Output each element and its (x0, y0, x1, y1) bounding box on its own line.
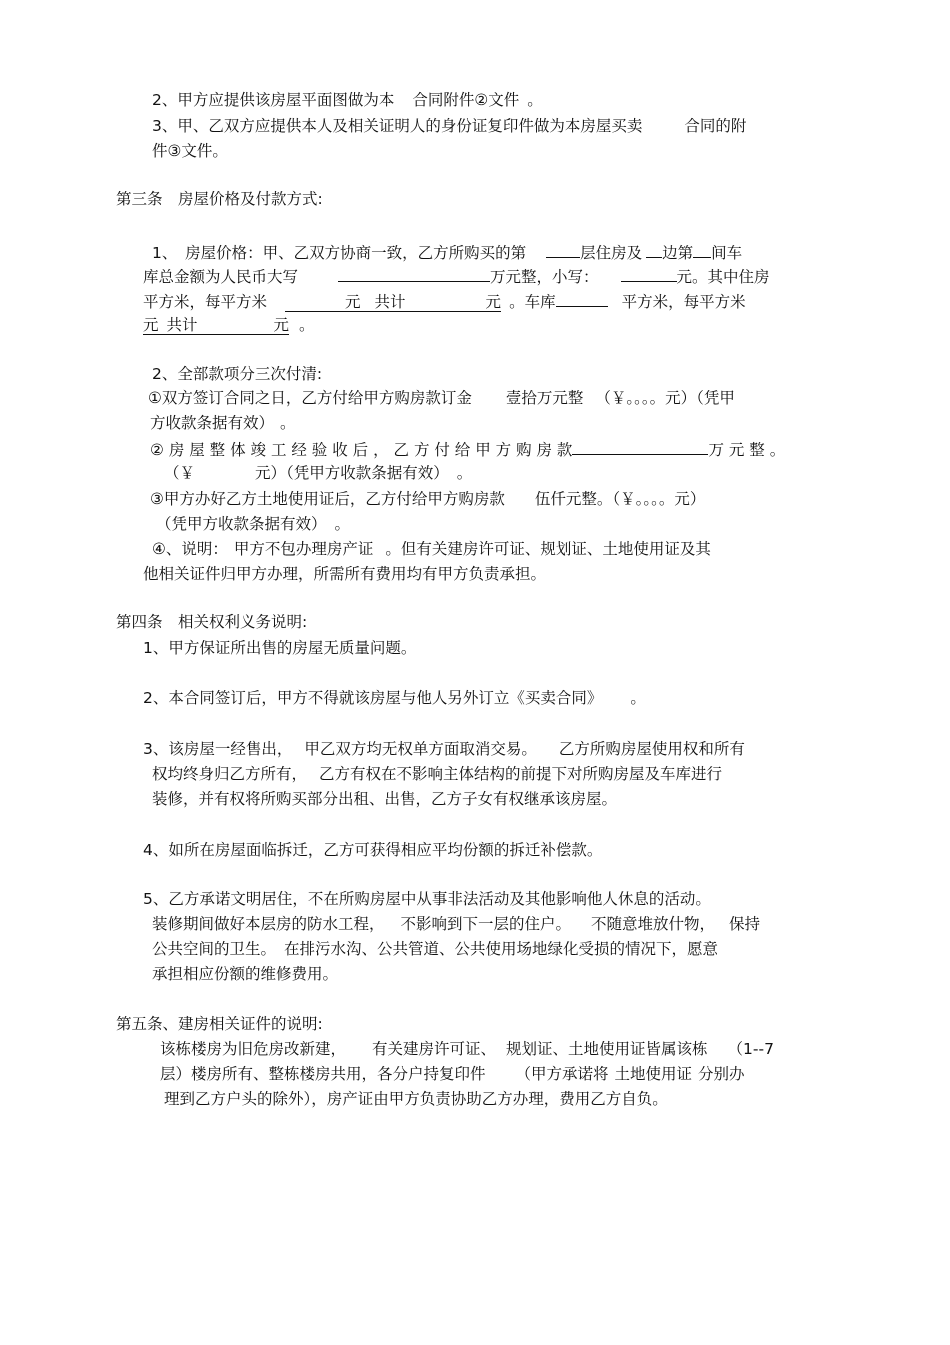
rights-item-3-line-3: 装修，并有权将所购买部分出租、出售，乙方子女有权继承该房屋。 (152, 790, 618, 808)
section-3-heading: 第三条 房屋价格及付款方式: (116, 190, 323, 208)
payment-2-amount-blank (572, 436, 708, 455)
payment-2-line-1: ② 房 屋 整 体 竣 工 经 验 收 后 ， 乙 方 付 给 甲 方 购 房 款 万 元 整 。 (150, 436, 785, 462)
clause-2-item-3-line-2: 件③文件。 (152, 142, 228, 160)
note-line-2: 他相关证件归甲方办理，所需所有费用均有甲方负责承担。 (143, 565, 547, 583)
rights-item-5-line-4: 承担相应份额的维修费用。 (152, 965, 339, 983)
payment-title: 2、全部款项分三次付清: (152, 365, 323, 383)
clause-2-item-2: 2、甲方应提供该房屋平面图做为本 合同附件②文件 。 (152, 91, 543, 109)
garage-number-blank (693, 239, 711, 258)
rights-item-3-line-1: 3、该房屋一经售出， 甲乙双方均无权单方面取消交易。 乙方所购房屋使用权和所有 (143, 740, 745, 758)
payment-2-line-2: （￥ 元）（凭甲方收款条据有效） 。 (164, 464, 473, 482)
payment-1-line-2: 方收款条据有效） 。 (150, 414, 296, 432)
clause-2-item-3-line-1: 3、甲、乙双方应提供本人及相关证明人的身份证复印件做为本房屋买卖 合同的附 (152, 117, 747, 135)
section-5-heading: 第五条、建房相关证件的说明: (116, 1015, 323, 1033)
rights-item-1: 1、甲方保证所出售的房屋无质量问题。 (143, 639, 417, 657)
price-line-4: 元 共计 元 。 (143, 316, 315, 334)
price-line-1: 1、 房屋价格：甲、乙双方协商一致，乙方所购买的第 层住房及 边第 间车 (152, 239, 742, 265)
unit-price-total-underlined: 元 共计 元 (285, 293, 501, 312)
payment-3-line-2: （凭甲方收款条据有效） 。 (156, 515, 351, 533)
rights-item-2: 2、本合同签订后，甲方不得就该房屋与他人另外订立《买卖合同》 。 (143, 689, 646, 707)
rights-item-5-line-1: 5、乙方承诺文明居住，不在所购房屋中从事非法活动及其他影响他人休息的活动。 (143, 890, 711, 908)
section-4-heading: 第四条 相关权利义务说明: (116, 613, 308, 631)
rights-item-4: 4、如所在房屋面临拆迁，乙方可获得相应平均份额的拆迁补偿款。 (143, 841, 603, 859)
floor-blank (546, 239, 580, 258)
note-line-1: ④、说明： 甲方不包办理房产证 。但有关建房许可证、规划证、土地使用证及其 (152, 540, 711, 558)
rights-item-3-line-2: 权均终身归乙方所有， 乙方有权在不影响主体结构的前提下对所购房屋及车库进行 (152, 765, 723, 783)
amount-words-blank (338, 263, 490, 282)
price-line-2: 库总金额为人民币大写 万元整，小写： 元。其中住房 (143, 263, 770, 289)
payment-3-line-1: ③甲方办好乙方土地使用证后，乙方付给甲方购房款 伍仟元整。（￥。。。。元） (150, 490, 706, 508)
amount-figures-blank (621, 263, 677, 282)
certificates-line-1: 该栋楼房为旧危房改新建， 有关建房许可证、 规划证、土地使用证皆属该栋 （1--7 (160, 1040, 774, 1058)
price-line-3: 平方米，每平方米 元 共计 元 。车库 平方米，每平方米 (143, 288, 746, 314)
certificates-line-3: 理到乙方户头的除外），房产证由甲方负责协助乙方办理，费用乙方自负。 (164, 1090, 668, 1108)
garage-total-underlined: 元 共计 元 (143, 316, 290, 334)
garage-area-blank (556, 288, 608, 307)
side-blank (646, 239, 662, 258)
payment-1-line-1: ①双方签订合同之日，乙方付给甲方购房款订金 壹拾万元整 （￥。。。。元）（凭甲 (148, 389, 735, 407)
rights-item-5-line-3: 公共空间的卫生。 在排污水沟、公共管道、公共使用场地绿化受损的情况下，愿意 (152, 940, 719, 958)
rights-item-5-line-2: 装修期间做好本层房的防水工程， 不影响到下一层的住户。 不随意堆放什物， 保持 (152, 915, 761, 933)
certificates-line-2: 层）楼房所有、整栋楼房共用，各分户持复印件 （甲方承诺将 土地使用证 分别办 (160, 1065, 745, 1083)
